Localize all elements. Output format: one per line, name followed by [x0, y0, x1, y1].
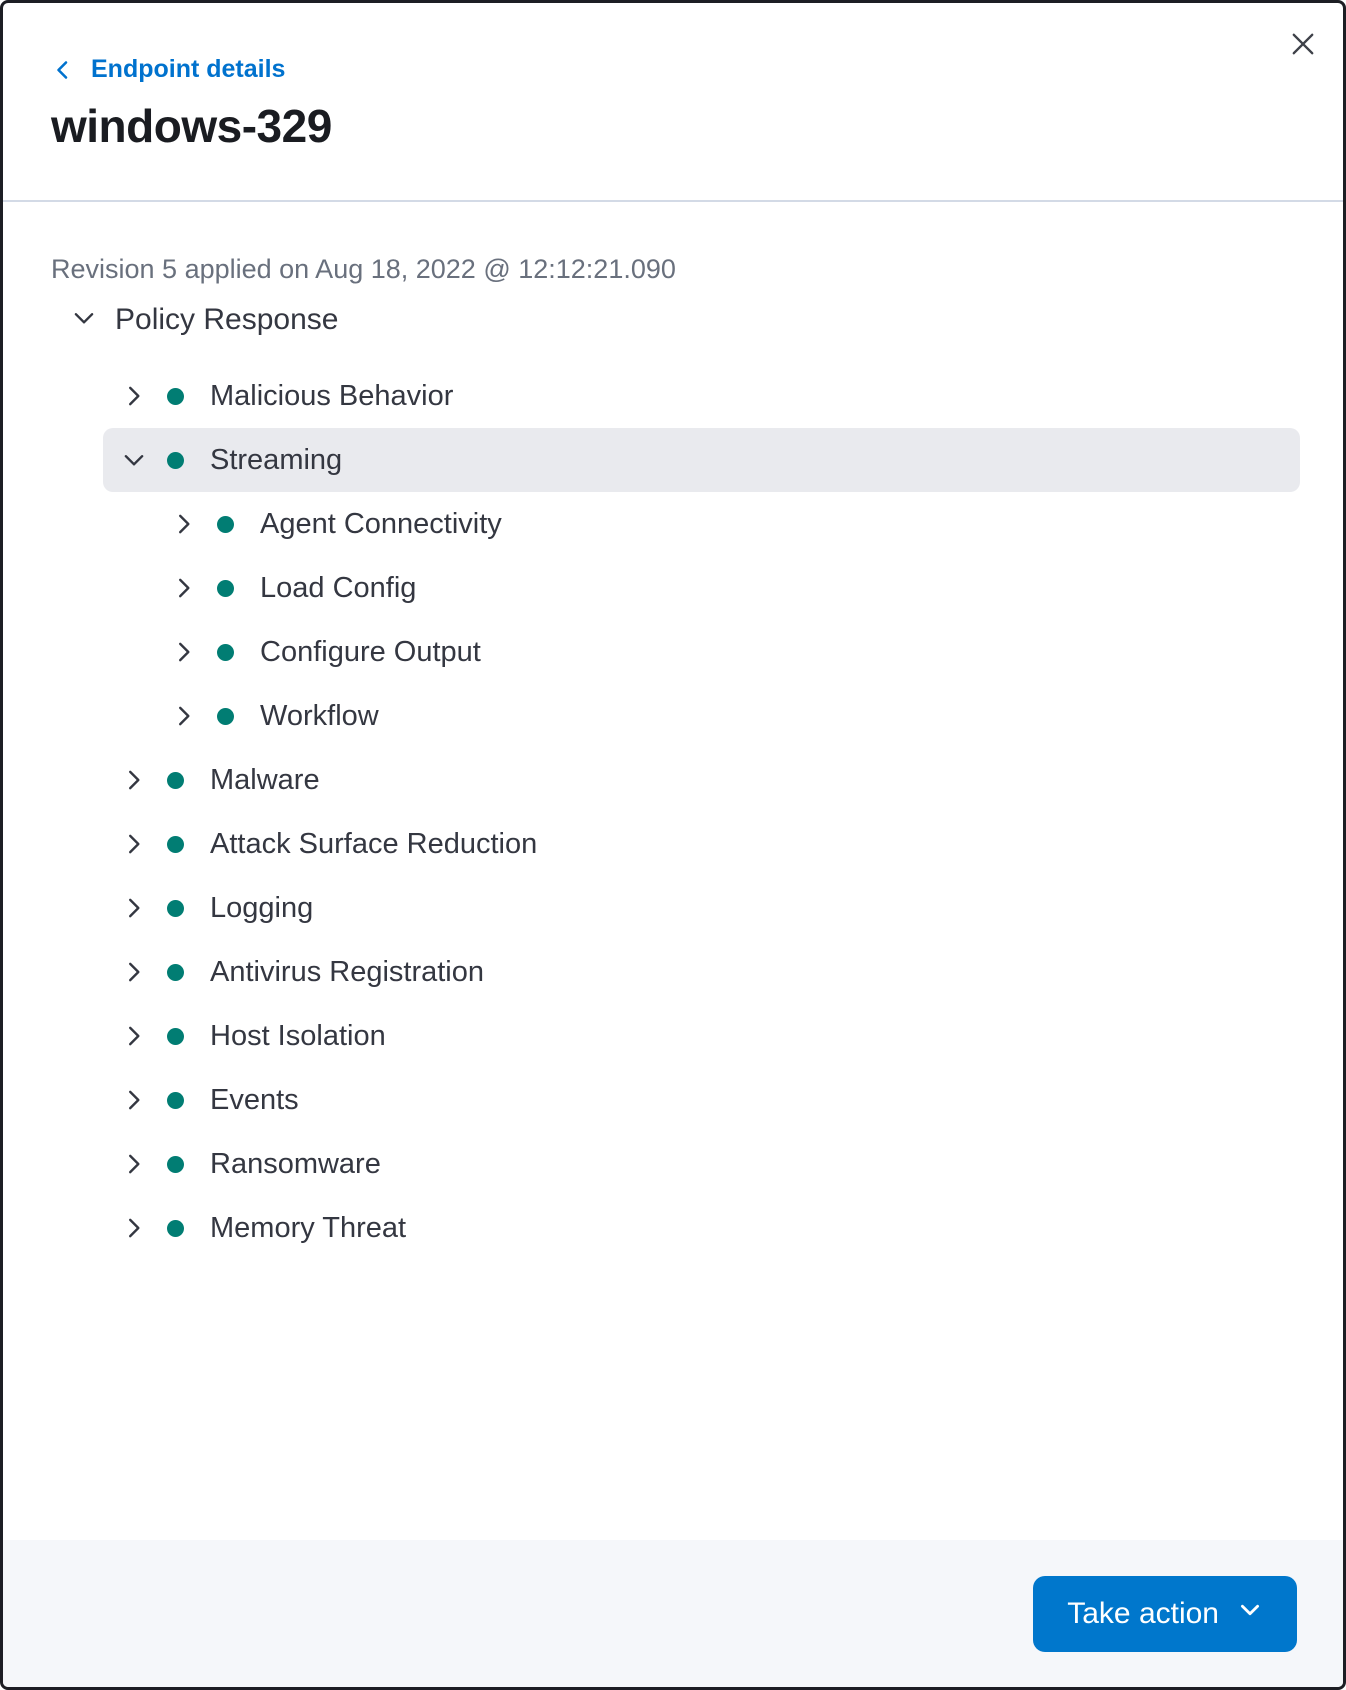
status-dot-icon [167, 1220, 184, 1237]
status-dot-icon [217, 580, 234, 597]
status-dot-icon [217, 516, 234, 533]
status-dot-icon [167, 772, 184, 789]
chevron-down-icon[interactable] [71, 305, 97, 336]
status-dot-icon [167, 964, 184, 981]
tree-items [51, 364, 1295, 1260]
chevron-down-icon [1237, 1597, 1263, 1631]
chevron-right-icon[interactable] [121, 767, 147, 793]
tree-item-malware[interactable] [103, 748, 1300, 812]
back-to-endpoint-details-link[interactable] [51, 57, 285, 82]
status-dot-icon [167, 1028, 184, 1045]
status-dot-icon [167, 900, 184, 917]
tree-item-label: Policy Response [115, 303, 339, 336]
page-title: windows-329 [51, 99, 332, 152]
tree-item-agent-connectivity[interactable] [103, 492, 1300, 556]
chevron-right-icon[interactable] [121, 383, 147, 409]
tree-item-memory-threat[interactable] [103, 1196, 1300, 1260]
chevron-right-icon[interactable] [121, 895, 147, 921]
take-action-label: Take action [1067, 1596, 1219, 1630]
chevron-right-icon[interactable] [171, 511, 197, 537]
chevron-left-icon [51, 58, 75, 82]
tree-item-label: Malware [210, 763, 320, 796]
status-dot-icon [167, 1092, 184, 1109]
revision-applied-text: Revision 5 applied on Aug 18, 2022 @ 12:12:21.090 [51, 254, 676, 284]
status-dot-icon [167, 836, 184, 853]
flyout-body [3, 202, 1343, 1260]
chevron-right-icon[interactable] [121, 1087, 147, 1113]
flyout-header [3, 3, 1343, 202]
status-dot-icon [167, 388, 184, 405]
tree-item-events[interactable] [103, 1068, 1300, 1132]
tree-item-load-config[interactable] [103, 556, 1300, 620]
close-flyout-button[interactable] [1281, 23, 1325, 67]
tree-item-label: Configure Output [260, 635, 481, 668]
tree-item-logging[interactable] [103, 876, 1300, 940]
tree-item-label: Streaming [210, 443, 343, 476]
chevron-right-icon[interactable] [121, 1023, 147, 1049]
tree-item-label: Agent Connectivity [260, 507, 502, 540]
tree-item-label: Antivirus Registration [210, 955, 484, 988]
status-dot-icon [167, 452, 184, 469]
tree-item-label: Events [210, 1083, 299, 1116]
tree-item-label: Memory Threat [210, 1211, 407, 1244]
back-link-label: Endpoint details [91, 55, 286, 83]
tree-item-label: Logging [210, 891, 314, 924]
close-icon [1286, 27, 1320, 64]
tree-item-streaming[interactable] [103, 428, 1300, 492]
tree-item-label: Workflow [260, 699, 379, 732]
tree-item-attack-surface-reduction[interactable] [103, 812, 1300, 876]
status-dot-icon [167, 1156, 184, 1173]
tree-item-configure-output[interactable] [103, 620, 1300, 684]
tree-item-label: Host Isolation [210, 1019, 386, 1052]
tree-item-antivirus-registration[interactable] [103, 940, 1300, 1004]
tree-item-label: Malicious Behavior [210, 379, 454, 412]
status-dot-icon [217, 708, 234, 725]
chevron-right-icon[interactable] [171, 575, 197, 601]
tree-item-malicious-behavior[interactable] [103, 364, 1300, 428]
policy-response-tree [51, 298, 1295, 1260]
status-dot-icon [217, 644, 234, 661]
take-action-button[interactable] [1033, 1576, 1297, 1652]
chevron-right-icon[interactable] [171, 703, 197, 729]
chevron-right-icon[interactable] [171, 639, 197, 665]
tree-item-host-isolation[interactable] [103, 1004, 1300, 1068]
tree-item-ransomware[interactable] [103, 1132, 1300, 1196]
chevron-right-icon[interactable] [121, 959, 147, 985]
chevron-down-icon[interactable] [121, 447, 147, 473]
chevron-right-icon[interactable] [121, 1151, 147, 1177]
tree-item-policy-response[interactable] [51, 298, 1295, 342]
tree-item-label: Load Config [260, 571, 417, 604]
flyout-footer [3, 1540, 1343, 1687]
chevron-right-icon[interactable] [121, 1215, 147, 1241]
tree-item-workflow[interactable] [103, 684, 1300, 748]
tree-item-label: Ransomware [210, 1147, 381, 1180]
chevron-right-icon[interactable] [121, 831, 147, 857]
tree-item-label: Attack Surface Reduction [210, 827, 538, 860]
